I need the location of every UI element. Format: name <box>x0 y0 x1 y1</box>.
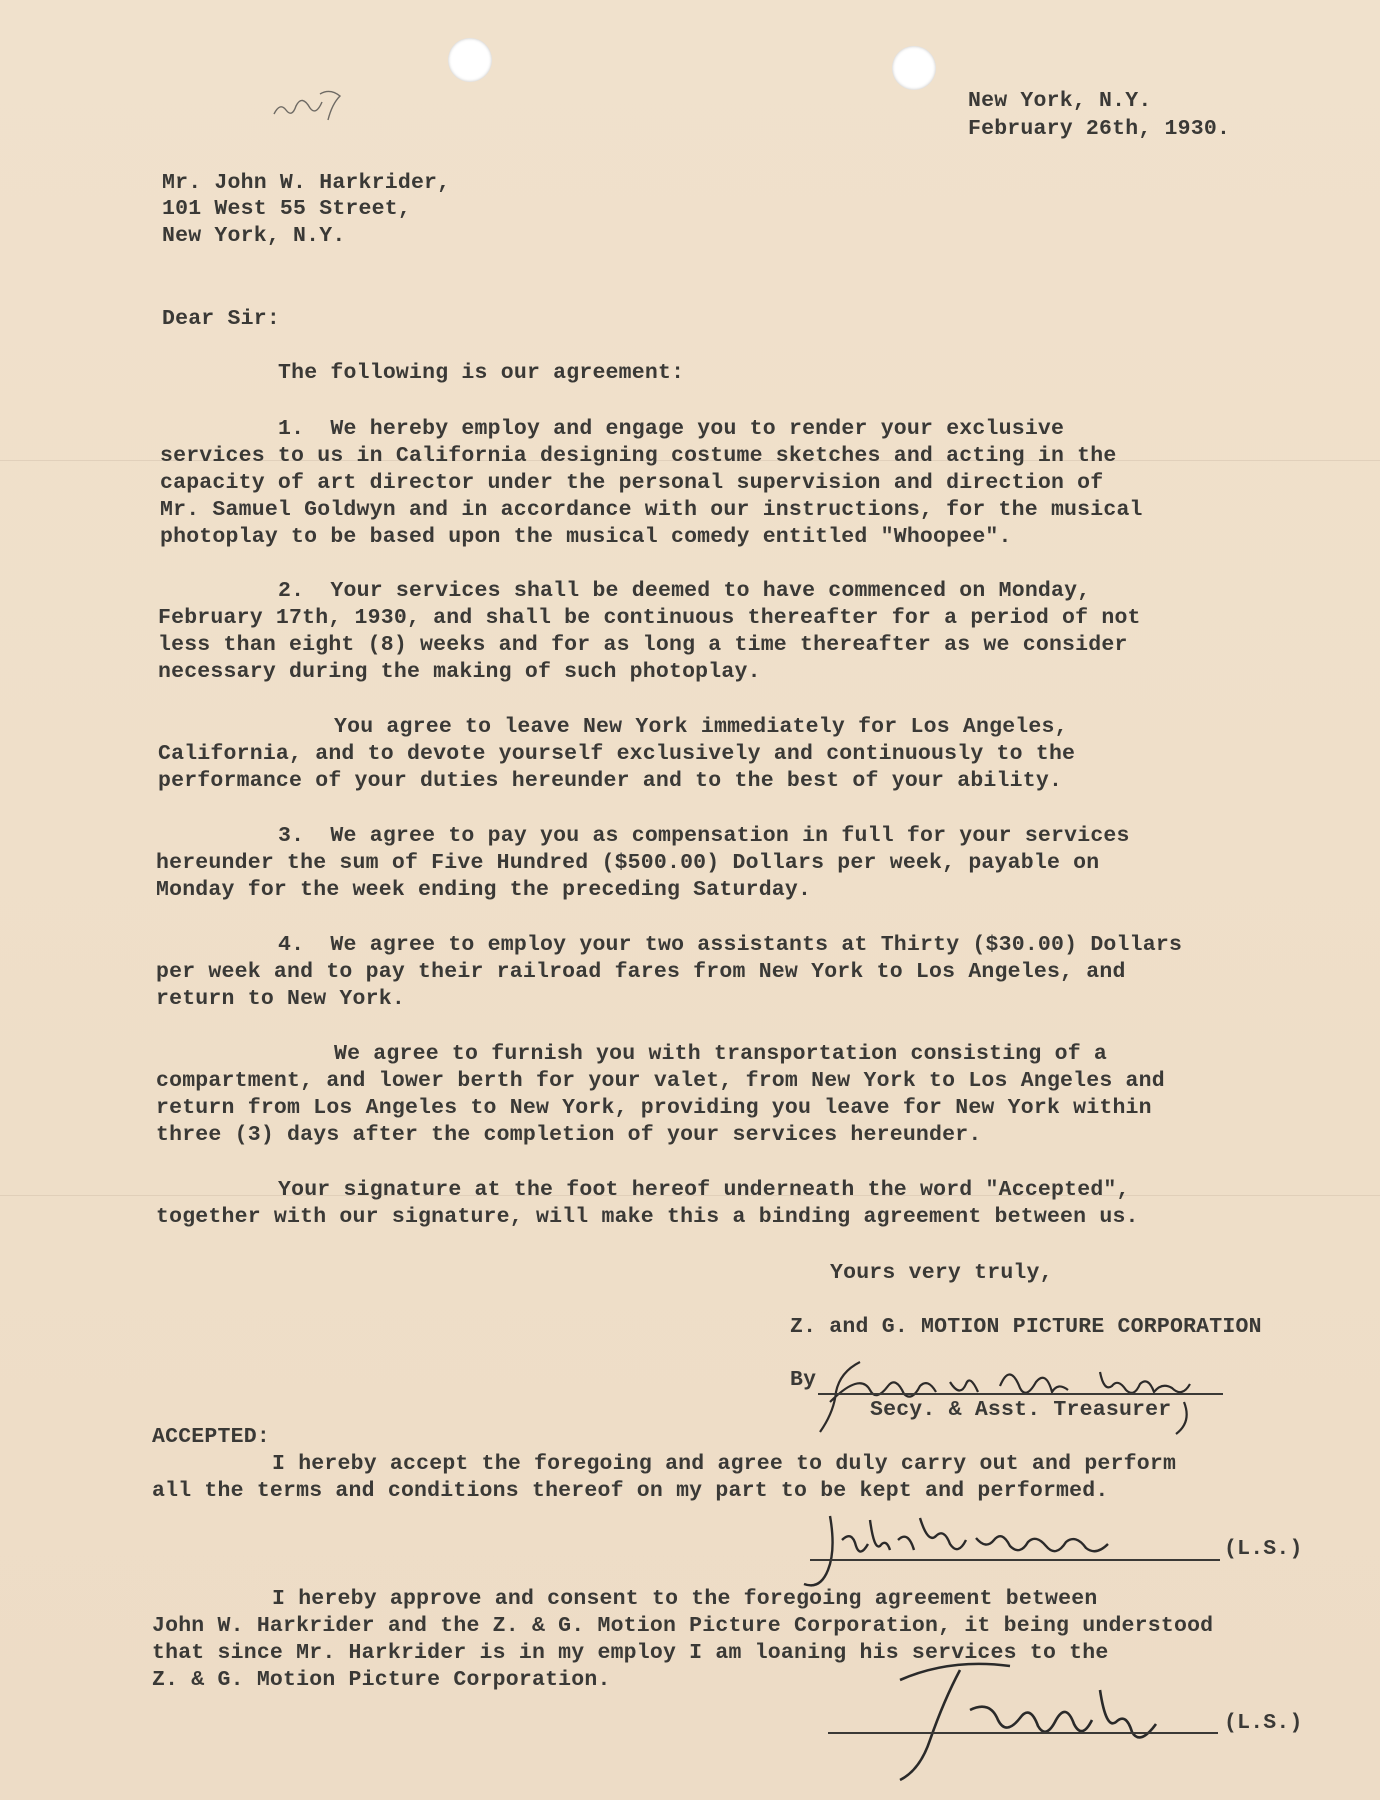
p2-line: 2. Your services shall be deemed to have commenced on Monday, <box>278 579 1091 603</box>
by-label: By <box>790 1368 817 1392</box>
ls-mark: (L.S.) <box>1224 1537 1303 1561</box>
p1-line: services to us in California designing costume sketches and acting in the <box>160 444 1117 468</box>
p4b-line: compartment, and lower berth for your valet, from New York to Los Angeles and <box>156 1069 1165 1093</box>
p3-line: Monday for the week ending the preceding Saturday. <box>156 878 812 902</box>
signature-rule <box>818 1393 1223 1395</box>
date-line: February 26th, 1930. <box>968 117 1231 141</box>
p2b-line: performance of your duties hereunder and to the best of your ability. <box>158 769 1063 793</box>
salutation: Dear Sir: <box>162 307 280 331</box>
pencil-mark <box>270 82 350 127</box>
signature-rule <box>828 1732 1218 1734</box>
closing-para-line: Your signature at the foot hereof underneath the word "Accepted", <box>278 1178 1130 1202</box>
ls-mark: (L.S.) <box>1224 1711 1303 1735</box>
p3-line: 3. We agree to pay you as compensation in full for your services <box>278 824 1130 848</box>
p4b-line: three (3) days after the completion of your services hereunder. <box>156 1123 982 1147</box>
approval-line: I hereby approve and consent to the foregoing agreement between <box>272 1587 1098 1611</box>
p1-line: capacity of art director under the personal supervision and direction of <box>160 471 1104 495</box>
p2-line: necessary during the making of such photoplay. <box>158 660 761 684</box>
acceptance-line: I hereby accept the foregoing and agree to duly carry out and perform <box>272 1452 1177 1476</box>
signer-title: Secy. & Asst. Treasurer <box>870 1398 1172 1422</box>
approval-line: Z. & G. Motion Picture Corporation. <box>152 1668 611 1692</box>
p2b-line: You agree to leave New York immediately for Los Angeles, <box>334 715 1068 739</box>
p3-line: hereunder the sum of Five Hundred ($500.00) Dollars per week, payable on <box>156 851 1100 875</box>
p4b-line: We agree to furnish you with transportation consisting of a <box>334 1042 1108 1066</box>
p4b-line: return from Los Angeles to New York, providing you leave for New York within <box>156 1096 1152 1120</box>
place-line: New York, N.Y. <box>968 89 1152 113</box>
approval-line: that since Mr. Harkrider is in my employ I am loaning his services to the <box>152 1641 1109 1665</box>
punch-hole <box>892 46 936 90</box>
intro-line: The following is our agreement: <box>278 361 685 385</box>
p4-line: return to New York. <box>156 987 405 1011</box>
p1-line: photoplay to be based upon the musical comedy entitled "Whoopee". <box>160 525 1012 549</box>
p4-line: per week and to pay their railroad fares from New York to Los Angeles, and <box>156 960 1126 984</box>
closing-para-line: together with our signature, will make this a binding agreement between us. <box>156 1205 1139 1229</box>
punch-hole <box>448 38 492 82</box>
addressee-name: Mr. John W. Harkrider, <box>162 171 451 195</box>
addressee-street: 101 West 55 Street, <box>162 197 411 221</box>
p1-line: Mr. Samuel Goldwyn and in accordance with our instructions, for the musical <box>160 498 1143 522</box>
p1-line: 1. We hereby employ and engage you to render your exclusive <box>278 417 1065 441</box>
ziegfeld-signature <box>860 1640 1220 1790</box>
signature-rule <box>810 1559 1220 1561</box>
accepted-label: ACCEPTED: <box>152 1425 270 1449</box>
approval-line: John W. Harkrider and the Z. & G. Motion Picture Corporation, it being understood <box>152 1614 1214 1638</box>
addressee-city: New York, N.Y. <box>162 224 346 248</box>
p2b-line: California, and to devote yourself exclusively and continuously to the <box>158 742 1076 766</box>
harkrider-signature <box>790 1500 1210 1595</box>
p4-line: 4. We agree to employ your two assistants at Thirty ($30.00) Dollars <box>278 933 1183 957</box>
company-name: Z. and G. MOTION PICTURE CORPORATION <box>790 1315 1262 1339</box>
closing: Yours very truly, <box>830 1261 1053 1285</box>
p2-line: less than eight (8) weeks and for as long a time thereafter as we consider <box>158 633 1128 657</box>
acceptance-line: all the terms and conditions thereof on my part to be kept and performed. <box>152 1479 1109 1503</box>
p2-line: February 17th, 1930, and shall be continuous thereafter for a period of not <box>158 606 1141 630</box>
